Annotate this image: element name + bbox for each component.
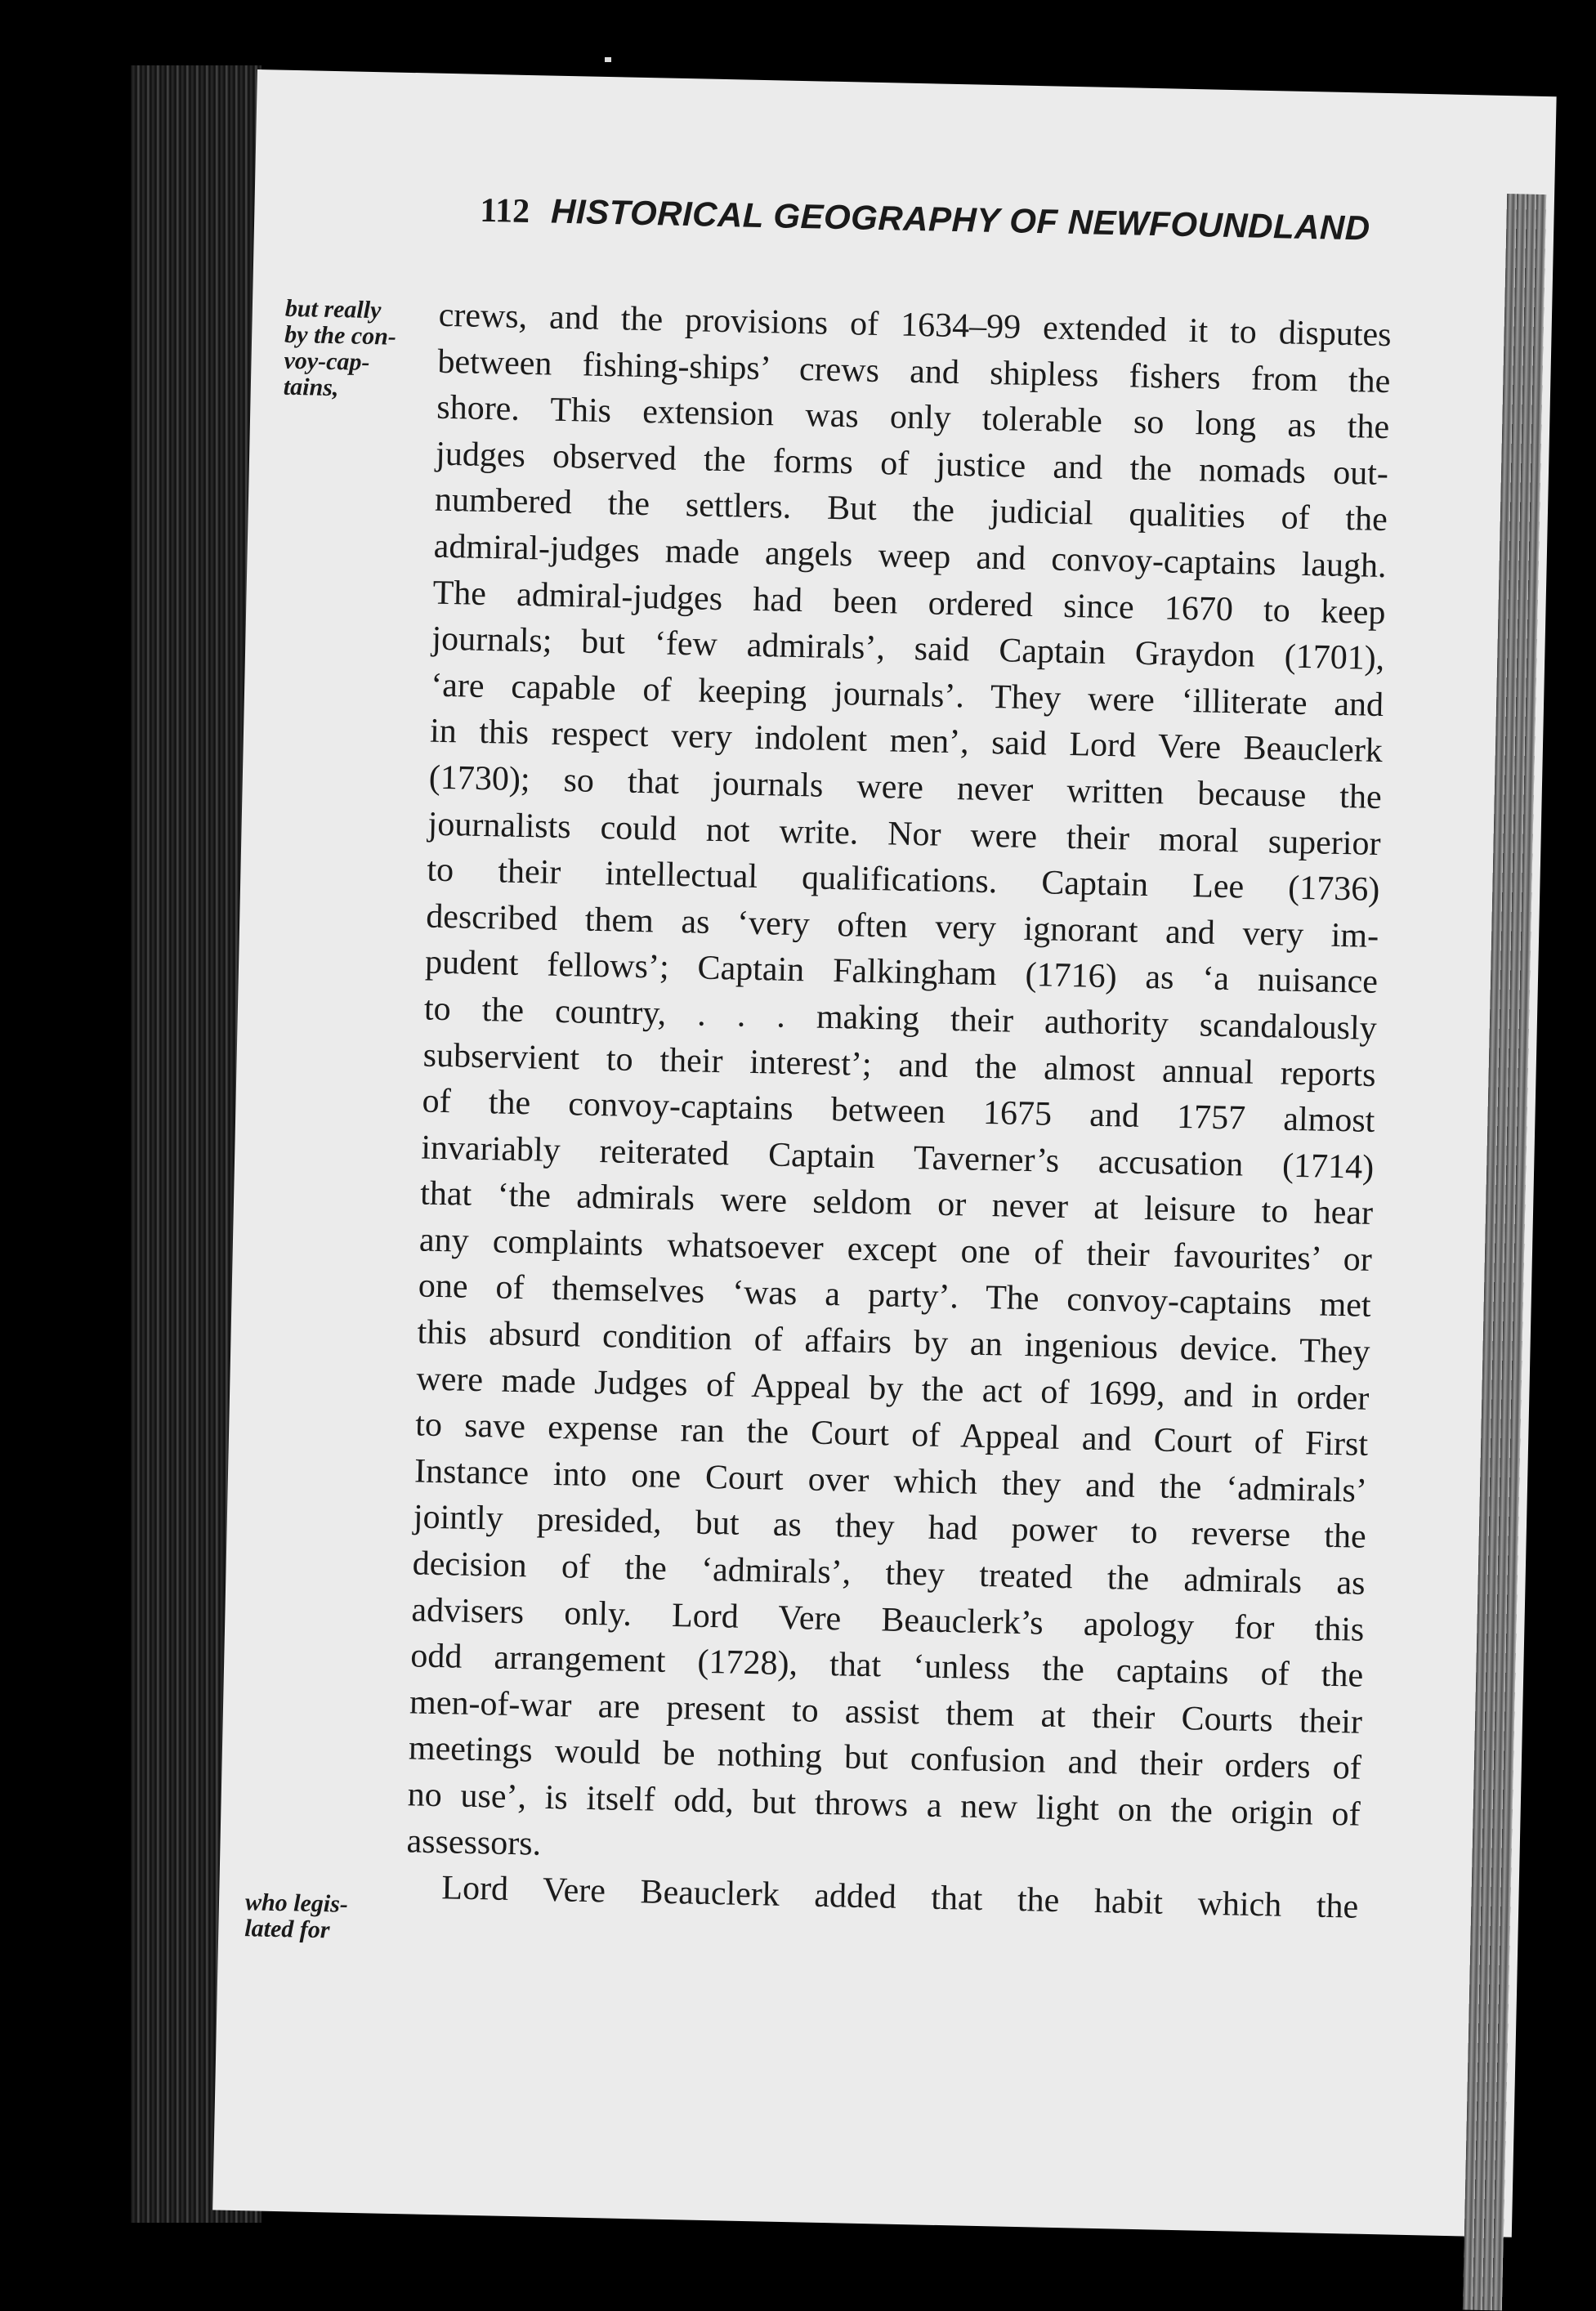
text-line: this absurd condition of affairs by an ingenious device. They [417, 1313, 1370, 1371]
text-line: men-of-war are present to assist them at their Courts their [409, 1683, 1363, 1741]
text-line: odd arrangement (1728), that ‘unless the captains of the [409, 1637, 1364, 1695]
text-line: Instance into one Court over which they and the ‘admirals’ [414, 1452, 1368, 1510]
text-line: were made Judges of Appeal by the act of 1699, and in order [416, 1360, 1370, 1418]
margin-note-line: but really [284, 294, 382, 324]
margin-note-line: by the con- [284, 320, 397, 351]
text-line: admiral-judges made angels weep and convoy-captains laugh. [433, 527, 1388, 586]
text-line: subservient to their interest’; and the almost annual reports [422, 1036, 1377, 1094]
text-line: judges observed the forms of justice and the nomads out- [435, 435, 1389, 493]
page-edge [1463, 194, 1546, 2310]
margin-note-line: who legis- [244, 1889, 349, 1918]
text-line: shore. This extension was only tolerable so long as the [436, 388, 1390, 447]
text-line: of the convoy-captains between 1675 and 1757 almost [422, 1082, 1375, 1141]
text-line: (1730); so that journals were never written because the [428, 758, 1383, 816]
margin-note [284, 296, 397, 403]
text-line: crews, and the provisions of 1634–99 extended it to disputes [438, 296, 1392, 355]
margin-note-line: lated for [244, 1915, 330, 1944]
text-line: in this respect very indolent men’, said Lord Vere Beauclerk [429, 712, 1384, 771]
text-line: numbered the settlers. But the judicial qualities of the [434, 481, 1388, 539]
text-line: ‘are capable of keeping journals’. They were ‘illiterate and [430, 666, 1384, 724]
text-line: invariably reiterated Captain Taverner’s accusation (1714) [420, 1129, 1375, 1187]
text-line: advisers only. Lord Vere Beauclerk’s apology for this [411, 1590, 1365, 1649]
text-line: one of themselves ‘was a party’. The convoy-captains met [418, 1267, 1372, 1325]
text-line: to their intellectual qualifications. Captain Lee (1736) [427, 851, 1380, 910]
text-line: any complaints whatsoever except one of their favourites’ or [418, 1221, 1373, 1279]
text-line: to save expense ran the Court of Appeal and Court of First [414, 1406, 1369, 1464]
text-line: between fishing-ships’ crews and shipless fishers from the [437, 342, 1391, 400]
scan-speck [605, 57, 611, 62]
text-line: that ‘the admirals were seldom or never at leisure to hear [419, 1174, 1374, 1233]
text-line: Lord Vere Beauclerk added that the habit which the [440, 1869, 1359, 1926]
text-line: The admiral-judges had been ordered since 1670 to keep [432, 574, 1386, 632]
running-title: HISTORICAL GEOGRAPHY OF NEWFOUNDLAND [550, 191, 1371, 248]
text-line: pudent fellows’; Captain Falkingham (1716) as ‘a nuisance [424, 943, 1379, 1002]
text-line: jointly presided, but as they had power to reverse the [413, 1498, 1367, 1557]
text-line: meetings would be nothing but confusion and their orders of [408, 1729, 1362, 1788]
body-text [405, 293, 1392, 1931]
margin-note-line: tains, [283, 373, 339, 402]
margin-note-line: voy-cap- [284, 346, 370, 376]
text-line: journals; but ‘few admirals’, said Captain Graydon (1701), [431, 619, 1385, 678]
text-line: to the country, . . . making their authority scandalously [423, 990, 1378, 1048]
text-line: no use’, is itself odd, but throws a new light on the origin of [407, 1776, 1361, 1834]
text-line: described them as ‘very often very ignorant and very im- [425, 897, 1379, 955]
text-line: assessors. [406, 1822, 542, 1863]
book-page [212, 69, 1557, 2237]
text-line: decision of the ‘admirals’, they treated the admirals as [412, 1544, 1366, 1603]
margin-note [244, 1889, 348, 1944]
page-number: 112 [479, 191, 530, 231]
running-header [480, 190, 1502, 252]
text-line: journalists could not write. Nor were their moral superior [427, 805, 1381, 863]
